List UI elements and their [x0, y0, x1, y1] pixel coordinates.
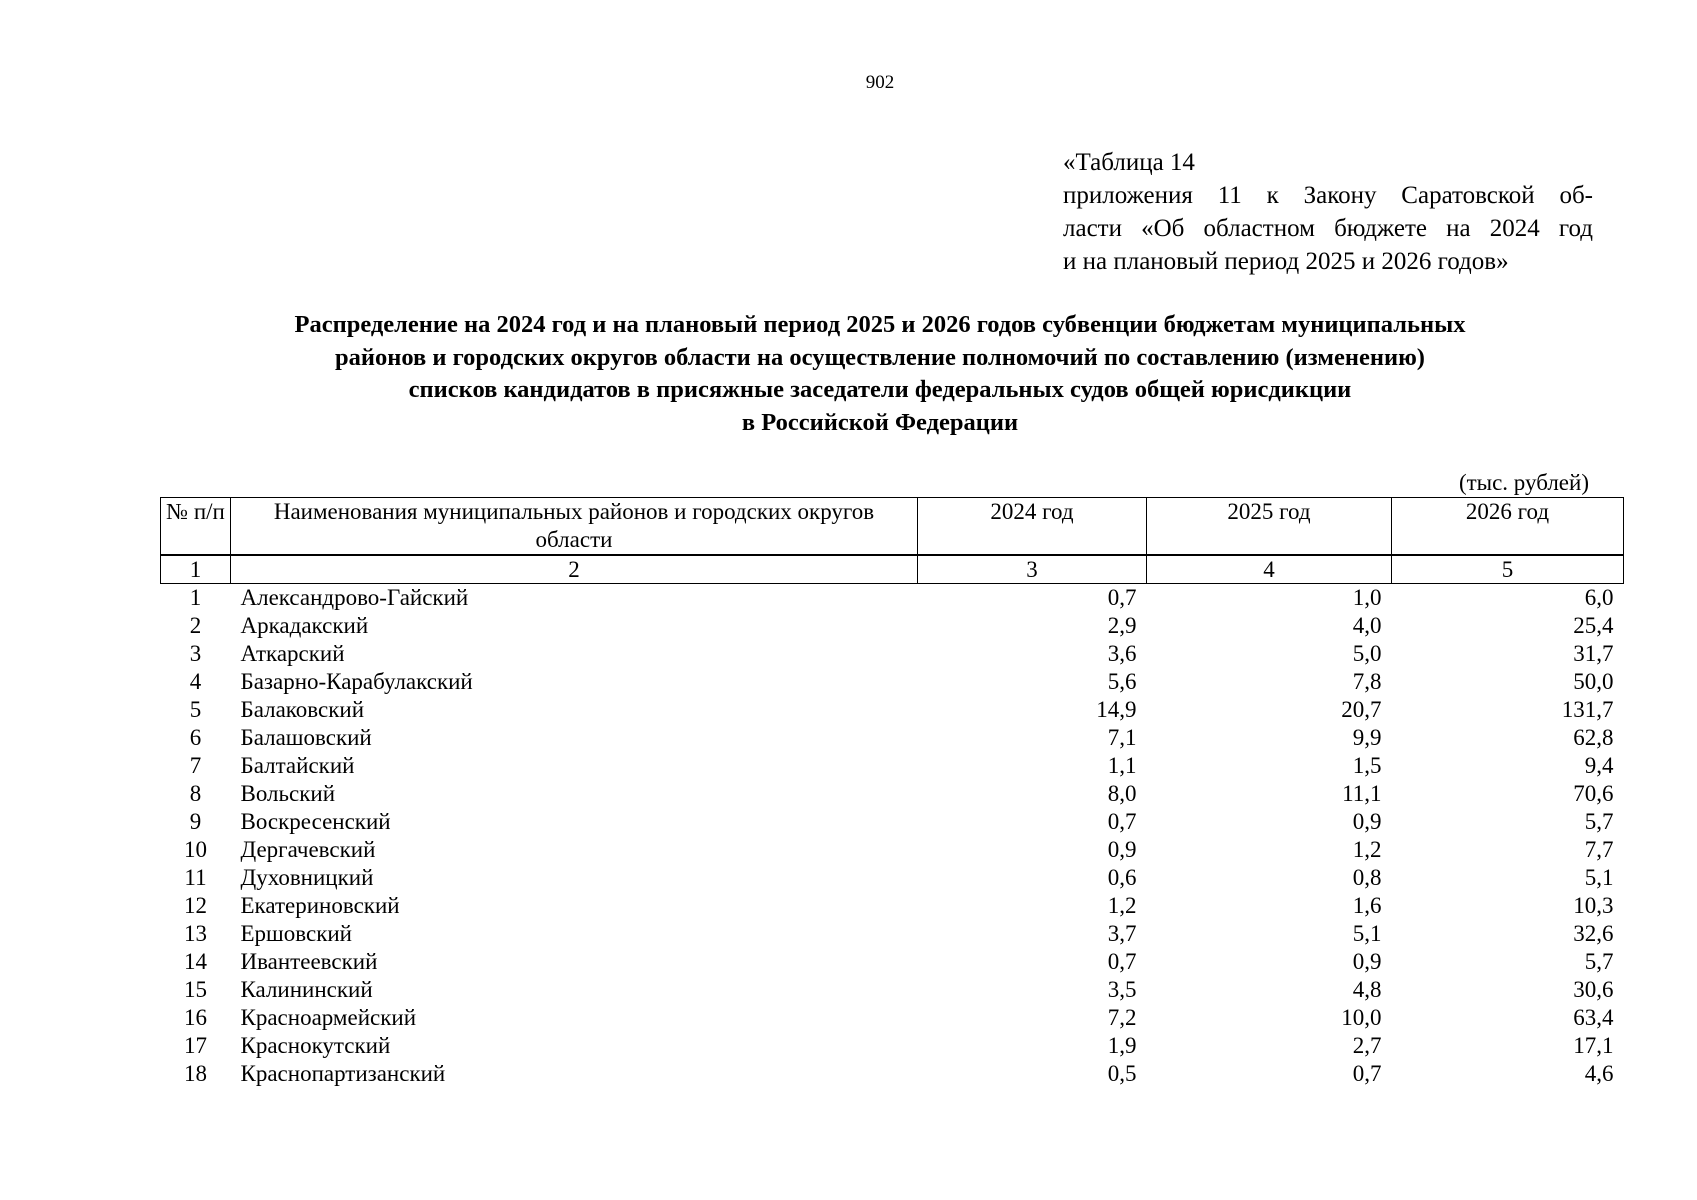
row-number: 7 — [189, 753, 202, 778]
value-2025: 1,2 — [1352, 837, 1382, 862]
district-name: Калининский — [240, 977, 373, 1002]
value-2024: 1,2 — [1107, 893, 1137, 918]
value-2025: 4,0 — [1352, 613, 1382, 638]
district-name: Духовницкий — [240, 865, 374, 890]
column-number-row — [161, 555, 1624, 584]
header-num: № п/п — [161, 498, 231, 556]
value-2025: 5,0 — [1352, 641, 1382, 666]
table-row — [161, 976, 1624, 1004]
page-number: 902 — [865, 72, 895, 93]
value-2024: 0,5 — [1107, 1061, 1137, 1086]
row-number: 10 — [184, 837, 207, 862]
value-2025: 20,7 — [1341, 697, 1382, 722]
row-number: 15 — [184, 977, 207, 1002]
value-2025: 1,5 — [1352, 753, 1382, 778]
header-name: Наименования муниципальных районов и городских округов области — [231, 498, 918, 556]
value-2026: 131,7 — [1561, 697, 1614, 722]
column-number: 2 — [231, 555, 918, 584]
value-2025: 2,7 — [1352, 1033, 1382, 1058]
value-2026: 63,4 — [1573, 1005, 1614, 1030]
district-name: Базарно-Карабулакский — [240, 669, 473, 694]
row-number: 18 — [184, 1061, 207, 1086]
value-2025: 4,8 — [1352, 977, 1382, 1002]
value-2025: 0,7 — [1352, 1061, 1382, 1086]
subvention-table — [160, 497, 1624, 1088]
value-2026: 62,8 — [1573, 725, 1614, 750]
district-name: Александрово-Гайский — [240, 585, 469, 610]
district-name: Аткарский — [240, 641, 345, 666]
value-2024: 1,9 — [1107, 1033, 1137, 1058]
value-2024: 0,7 — [1107, 809, 1137, 834]
annex-reference — [1063, 146, 1593, 278]
value-2025: 10,0 — [1341, 1005, 1382, 1030]
column-number: 1 — [161, 555, 231, 584]
table-row — [161, 724, 1624, 752]
table-row — [161, 1060, 1624, 1088]
table-row — [161, 836, 1624, 864]
table-row — [161, 920, 1624, 948]
row-number: 14 — [184, 949, 207, 974]
title-line: в Российской Федерации — [741, 408, 1019, 436]
value-2024: 0,6 — [1107, 865, 1137, 890]
header-2025: 2025 год — [1147, 498, 1392, 556]
value-2024: 0,9 — [1107, 837, 1137, 862]
title-line: районов и городских округов области на осуществление полномочий по составлению (изменению) — [335, 343, 1425, 371]
row-number: 2 — [189, 613, 202, 638]
value-2026: 25,4 — [1573, 613, 1614, 638]
district-name: Ершовский — [240, 921, 352, 946]
table-row — [161, 948, 1624, 976]
row-number: 1 — [189, 585, 202, 610]
table-header-row — [161, 498, 1624, 556]
column-number: 5 — [1392, 555, 1624, 584]
row-number: 13 — [184, 921, 207, 946]
value-2026: 32,6 — [1573, 921, 1614, 946]
value-2026: 10,3 — [1573, 893, 1614, 918]
table-row — [161, 584, 1624, 613]
table-row — [161, 752, 1624, 780]
district-name: Балашовский — [240, 725, 372, 750]
row-number: 5 — [189, 697, 202, 722]
value-2026: 7,7 — [1584, 837, 1614, 862]
district-name: Вольский — [240, 781, 336, 806]
value-2026: 17,1 — [1573, 1033, 1614, 1058]
row-number: 16 — [184, 1005, 207, 1030]
title-line: Распределение на 2024 год и на плановый период 2025 и 2026 годов субвенции бюджетам муниципальных — [294, 311, 1466, 338]
table-row — [161, 864, 1624, 892]
table-body — [161, 584, 1624, 1089]
value-2025: 0,8 — [1352, 865, 1382, 890]
district-name: Красноармейский — [240, 1005, 416, 1030]
annex-line: и на плановый период 2025 и 2026 годов» — [1063, 248, 1509, 275]
value-2025: 0,9 — [1352, 949, 1382, 974]
table-row — [161, 1032, 1624, 1060]
value-2026: 70,6 — [1573, 781, 1614, 806]
value-2024: 14,9 — [1096, 697, 1137, 722]
value-2025: 5,1 — [1352, 921, 1382, 946]
district-name: Ивантеевский — [240, 949, 378, 974]
table-row — [161, 668, 1624, 696]
value-2026: 31,7 — [1573, 641, 1614, 666]
value-2026: 5,1 — [1584, 865, 1614, 890]
value-2026: 6,0 — [1584, 585, 1614, 610]
row-number: 4 — [189, 669, 202, 694]
value-2024: 3,6 — [1107, 641, 1137, 666]
value-2024: 5,6 — [1107, 669, 1137, 694]
header-2026: 2026 год — [1392, 498, 1624, 556]
value-2025: 1,6 — [1352, 893, 1382, 918]
value-2026: 50,0 — [1573, 669, 1614, 694]
title-line: списков кандидатов в присяжные заседатели федеральных судов общей юрисдикции — [408, 376, 1352, 403]
value-2026: 4,6 — [1584, 1061, 1614, 1086]
row-number: 3 — [189, 641, 202, 666]
district-name: Воскресенский — [240, 809, 391, 834]
row-number: 12 — [184, 893, 207, 918]
value-2024: 3,5 — [1107, 977, 1137, 1002]
table-row — [161, 892, 1624, 920]
table-row — [161, 780, 1624, 808]
annex-line: «Таблица 14 — [1063, 149, 1195, 176]
district-name: Аркадакский — [240, 613, 369, 638]
column-number: 4 — [1147, 555, 1392, 584]
table-row — [161, 1004, 1624, 1032]
value-2025: 11,1 — [1342, 781, 1382, 806]
value-2026: 5,7 — [1584, 949, 1614, 974]
value-2025: 1,0 — [1352, 585, 1382, 610]
column-number: 3 — [918, 555, 1147, 584]
row-number: 11 — [184, 865, 207, 890]
row-number: 17 — [184, 1033, 207, 1058]
value-2025: 9,9 — [1352, 725, 1382, 750]
annex-line: ласти «Об областном бюджете на 2024 год — [1063, 215, 1593, 242]
document-title — [150, 309, 1610, 439]
value-2025: 7,8 — [1352, 669, 1382, 694]
value-2026: 5,7 — [1584, 809, 1614, 834]
units-label: (тыс. рублей) — [1458, 470, 1589, 495]
annex-line: приложения 11 к Закону Саратовской об- — [1063, 182, 1593, 209]
district-name: Дергачевский — [240, 837, 376, 862]
district-name: Екатериновский — [240, 893, 400, 918]
district-name: Краснокутский — [240, 1033, 391, 1058]
table-row — [161, 640, 1624, 668]
value-2024: 7,1 — [1107, 725, 1137, 750]
row-number: 9 — [189, 809, 202, 834]
value-2024: 2,9 — [1107, 613, 1137, 638]
table-row — [161, 808, 1624, 836]
district-name: Балтайский — [240, 753, 355, 778]
value-2024: 7,2 — [1107, 1005, 1137, 1030]
value-2025: 0,9 — [1352, 809, 1382, 834]
value-2024: 8,0 — [1107, 781, 1137, 806]
row-number: 6 — [189, 725, 202, 750]
table-row — [161, 612, 1624, 640]
district-name: Балаковский — [240, 697, 365, 722]
table-row — [161, 696, 1624, 724]
row-number: 8 — [189, 781, 202, 806]
value-2024: 0,7 — [1107, 585, 1137, 610]
value-2026: 30,6 — [1573, 977, 1614, 1002]
value-2026: 9,4 — [1584, 753, 1614, 778]
value-2024: 0,7 — [1107, 949, 1137, 974]
value-2024: 1,1 — [1107, 753, 1137, 778]
district-name: Краснопартизанский — [240, 1061, 446, 1086]
header-2024: 2024 год — [918, 498, 1147, 556]
value-2024: 3,7 — [1107, 921, 1137, 946]
